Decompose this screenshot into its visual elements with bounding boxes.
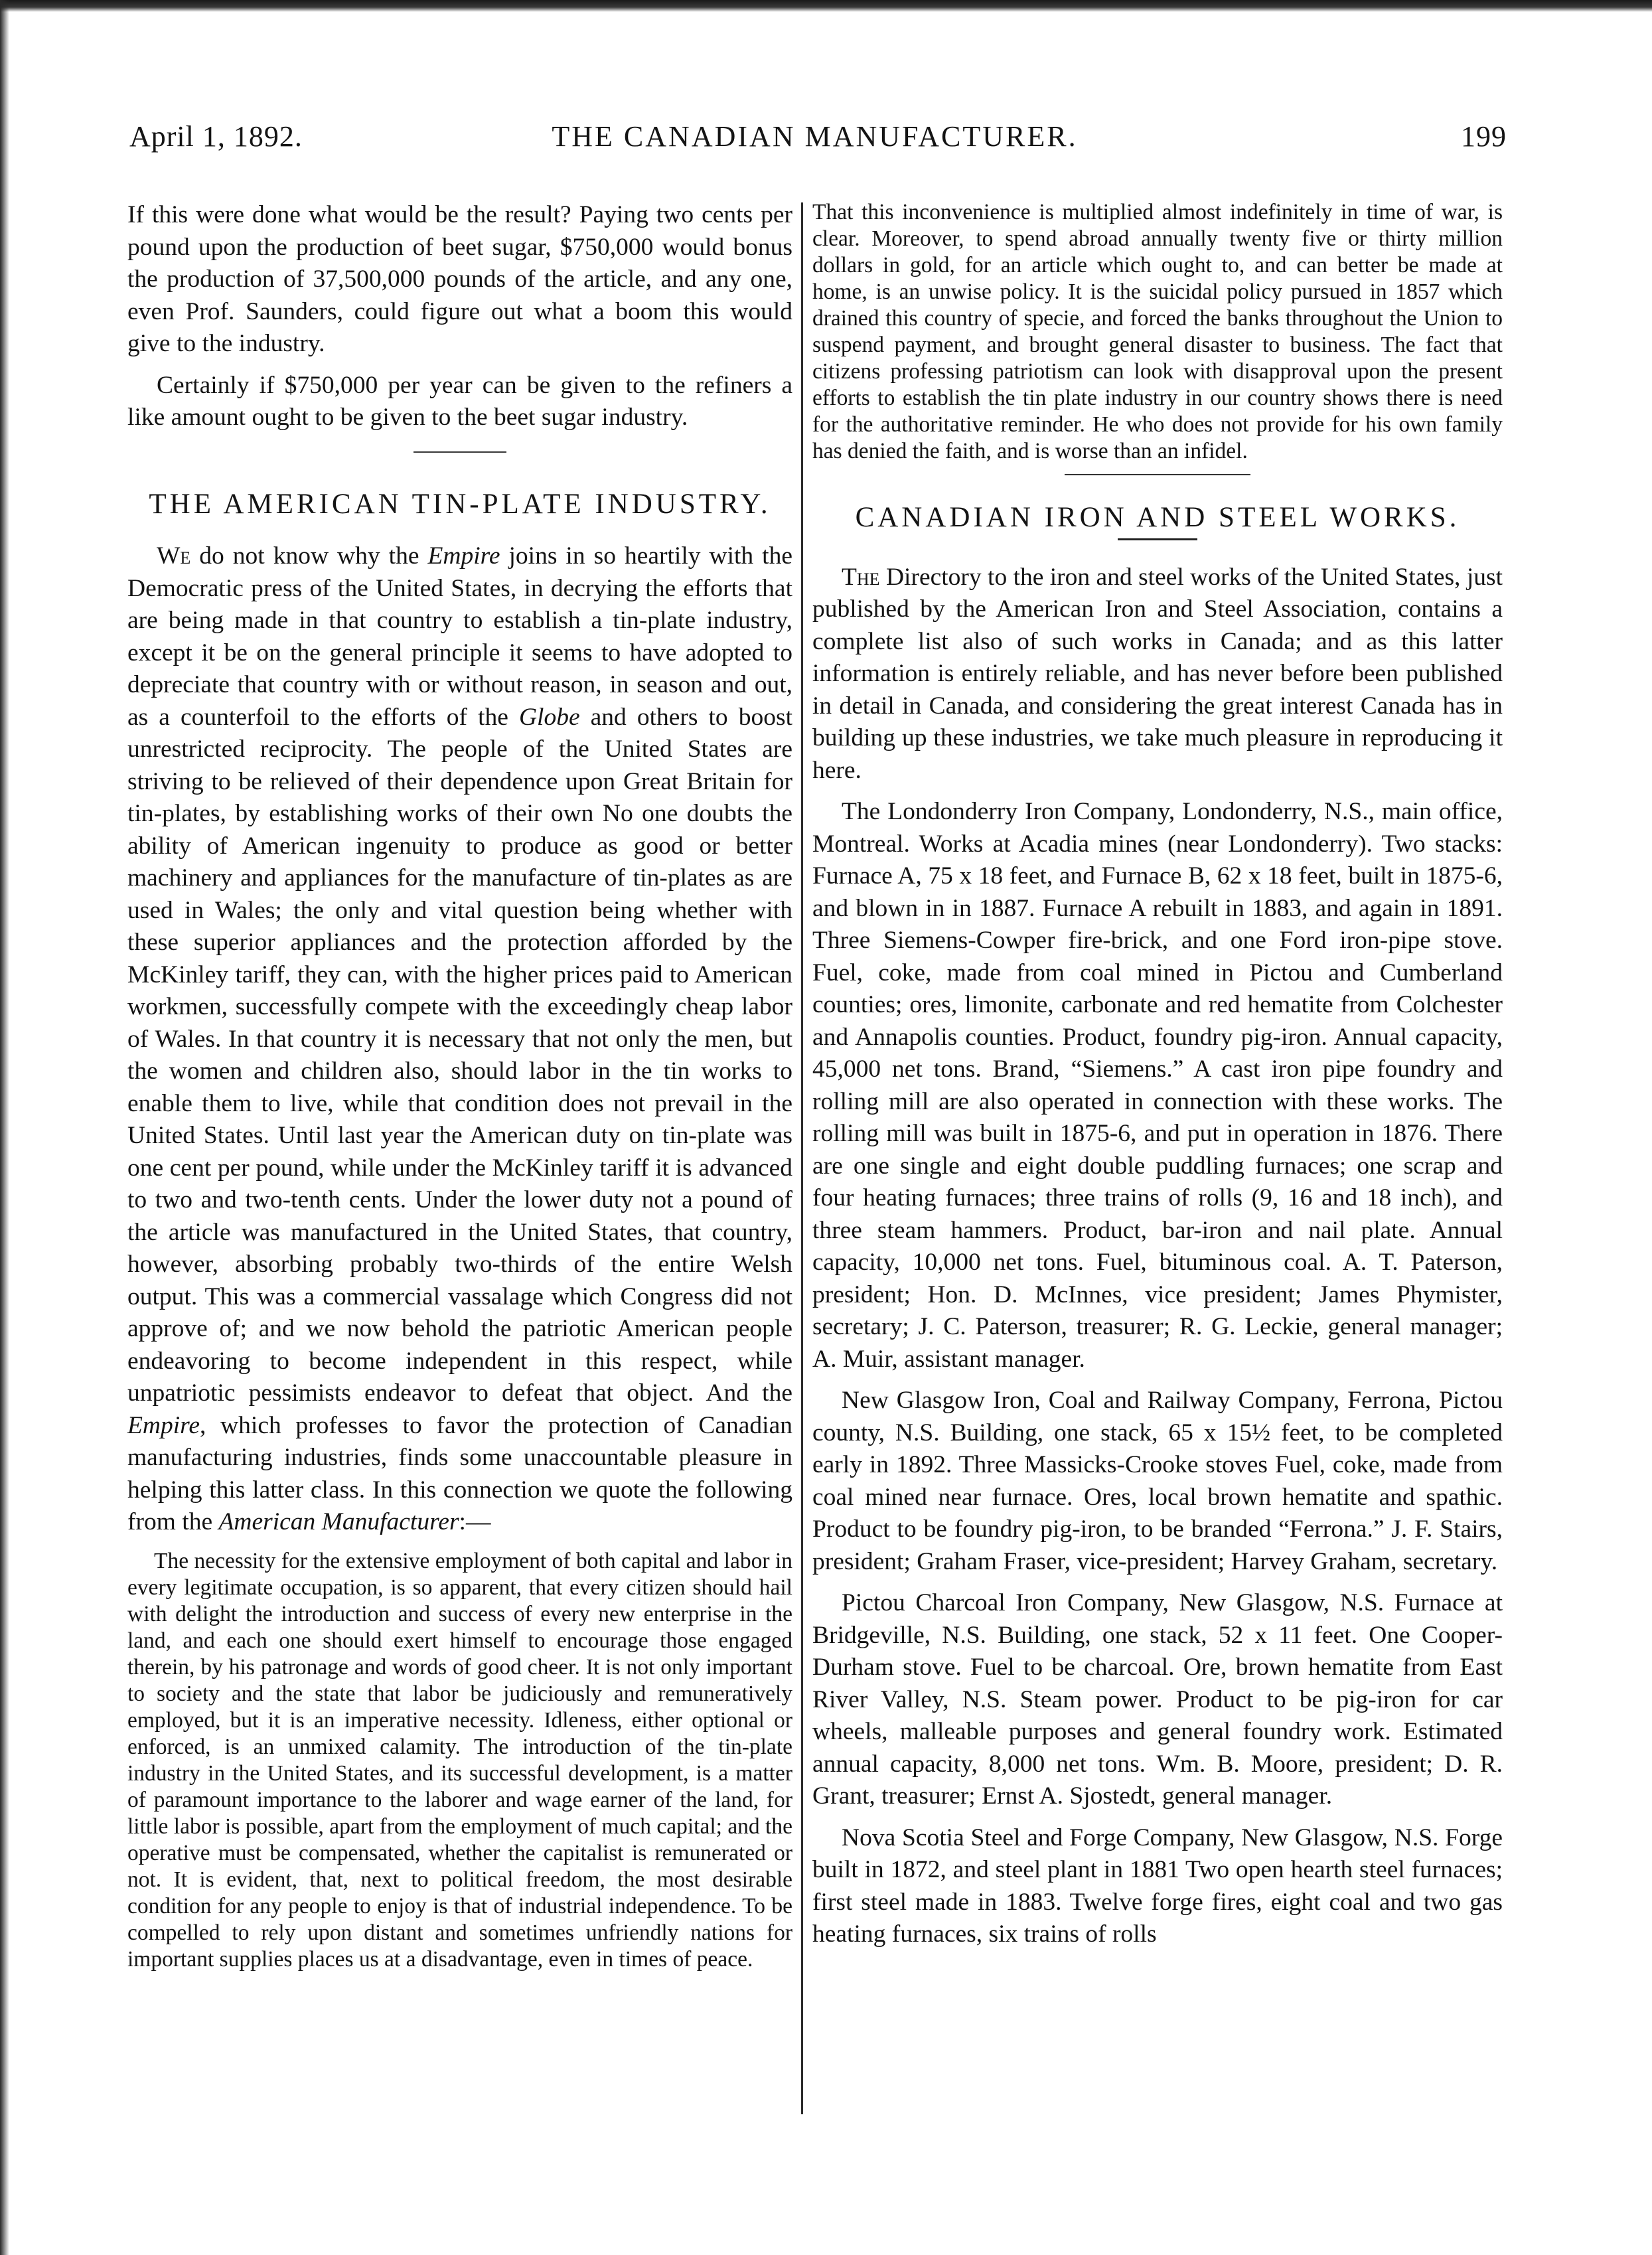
quoted-passage-continued bbox=[812, 199, 1503, 465]
new-glasgow-entry: New Glasgow Iron, Coal and Railway Company, Ferrona, Pictou county, N.S. Building, one stack, 65 x 15½ feet, to be completed early in 1892. Three Massicks-Crooke stoves Fuel, coke, made from coal mined near furnace. Ores, local brown hematite and spathic. Product to be foundry pig-iron, to be branded “Ferrona.” J. F. Stairs, president; Graham Fraser, vice-president; Harvey Graham, secretary. bbox=[812, 1387, 1503, 1575]
pictou-charcoal-entry: Pictou Charcoal Iron Company, New Glasgow, N.S. Furnace at Bridgeville, N.S. Building, one stack, 52 x 11 feet. One Cooper-Durham stove. Fuel to be charcoal. Ore, brown hematite from East River Valley, N.S. Steam power. Product to be pig-iron for car wheels, malleable purposes and general foundry work. Estimated annual capacity, 8,000 net tons. Wm. B. Moore, president; D. R. Grant, treasurer; Ernst A. Sjostedt, general manager. bbox=[812, 1589, 1503, 1810]
beet-sugar-paragraph-2: Certainly if $750,000 per year can be given to the refiners a like amount ought to be given to the beet sugar industry. bbox=[127, 371, 792, 431]
tin-plate-section-title: THE AMERICAN TIN-PLATE INDUSTRY. bbox=[149, 488, 771, 520]
section-divider-right bbox=[1065, 474, 1250, 475]
londonderry-entry: The Londonderry Iron Company, Londonderry, N.S., main office, Montreal. Works at Acadia mines (near Londonderry). Two stacks: Furnace A, 75 x 18 feet, and Furnace B, 62 x 18 feet, built in 1875-6, and blown in in 1887. Furnace A rebuilt in 1883, and again in 1891. Three Siemens-Cowper fire-brick, and one Ford iron-pipe stove. Fuel, coke, made from coal mined in Pictou and Cumberland counties; ores, limonite, carbonate and red hematite from Colchester and Annapolis counties. Product, foundry pig-iron. Annual capacity, 45,000 net tons. Brand, “Siemens.” A cast iron pipe foundry and rolling mill are also operated in connection with these works. The rolling mill was built in 1875-6, and put in operation in 1876. There are one single and eight double puddling furnaces; one scrap and four heating furnaces; three trains of rolls (9, 16 and 18 inch), and three steam hammers. Product, bar-iron and nail plate. Annual capacity, 10,000 net tons. Fuel, bituminous coal. A. T. Paterson, president; Hon. D. McInnes, vice president; James Phymister, secretary; J. C. Paterson, treasurer; R. G. Leckie, general manager; A. Muir, assistant manager. bbox=[812, 798, 1503, 1373]
empire-reference: Empire bbox=[427, 542, 500, 570]
quoted-passage bbox=[127, 1548, 792, 1973]
quoted-text-continued: That this inconvenience is multiplied almost indefinitely in time of war, is clear. Moreover, to spend abroad annually twenty five or thirty million dollars in gold, for an article which ought to, and can better be made at home, is an unwise policy. It is the suicidal policy pursued in 1857 which drained this country of specie, and forced the banks throughout the Union to suspend payment, and brought general disaster to business. The fact that citizens professing patriotism can look with disapproval upon the present efforts to establish the tin plate industry in our country shows there is need for the authoritative reminder. He who does not provide for his own family has denied the faith, and is worse than an infidel. bbox=[812, 200, 1503, 463]
page-edge-shadow-top bbox=[0, 0, 1652, 12]
nova-scotia-steel-entry: Nova Scotia Steel and Forge Company, New Glasgow, N.S. Forge built in 1872, and steel plant in 1881 Two open hearth steel furnaces; first steel made in 1883. Twelve forge fires, eight coal and two gas heating furnaces, six trains of rolls bbox=[812, 1824, 1503, 1948]
running-head bbox=[123, 119, 1507, 159]
source-reference: American Manufacturer bbox=[218, 1508, 459, 1535]
page-number: 199 bbox=[1461, 120, 1507, 153]
left-column bbox=[127, 199, 792, 1977]
right-column bbox=[812, 199, 1503, 1960]
column-rule bbox=[801, 202, 803, 2114]
title-underline bbox=[1118, 538, 1197, 540]
publication-title: THE CANADIAN MANUFACTURER. bbox=[552, 120, 1078, 153]
directory-intro: The Directory to the iron and steel works of the United States, just published by the American Iron and Steel Association, contains a complete list also of such works in Canada; and as this latter information is entirely reliable, and has never before been published in detail in Canada, and considering the great interest Canada has in building up these industries, we take much pleasure in reproducing it here. bbox=[812, 563, 1503, 784]
drop-word: We bbox=[157, 542, 191, 570]
page-edge-shadow-left bbox=[0, 0, 9, 2255]
section-divider bbox=[413, 451, 506, 453]
quoted-text: The necessity for the extensive employment of both capital and labor in every legitimate occupation, is so apparent, that every citizen should hail with delight the introduction and success of every new enterprise in the land, and each one should exert himself to encourage those engaged therein, by his patronage and words of good cheer. It is not only important to society and the state that labor be judiciously and remuneratively employed, but it is an imperative necessity. Idleness, either optional or enforced, is an unmixed calamity. The introduction of the tin-plate industry in the United States, and its successful development, is a matter of paramount importance to the laborer and wage earner of the land, for little labor is possible, apart from the employment of much capital; and the operative must be compensated, whether the capitalist is remunerated or not. It is evident, that, next to political freedom, the most desirable condition for any people to enjoy is that of industrial independence. To be compelled to rely upon distant and sometimes unfriendly nations for important supplies places us at a disadvantage, even in times of peace. bbox=[127, 1548, 792, 1972]
drop-word: The bbox=[842, 563, 880, 591]
tin-plate-paragraph: We do not know why the Empire joins in so heartily with the Democratic press of the United States, in decrying the efforts that are being made in that country to establish a tin-plate industry, except it be on the general principle it seems to have adopted to depreciate that country with or without reason, in season and out, as a counterfoil to the efforts of the Globe and others to boost unrestricted reciprocity. The people of the United States are striving to be relieved of their dependence upon Great Britain for tin-plates, by establishing works of their own No one doubts the ability of American ingenuity to produce as good or better machinery and appliances for the manufacture of tin-plates as are used in Wales; the only and vital question being whether with these superior appliances and the protection afforded by the McKinley tariff, they can, with the higher prices paid to American workmen, successfully compete with the exceedingly cheap labor of Wales. In that country it is necessary that not only the men, but the women and children also, should labor in the tin works to enable them to live, while that condition does not prevail in the United States. Until last year the American duty on tin-plate was one cent per pound, while under the McKinley tariff it is advanced to two and two-tenth cents. Under the lower duty not a pound of the article was manufactured in the United States, that country, however, absorbing probably two-thirds of the entire Welsh output. This was a commercial vassalage which Congress did not approve of; and we now behold the patriotic American people endeavoring to become independent in this respect, while unpatriotic pessimists endeavor to defeat that object. And the Empire, which professes to favor the protection of Canadian manufacturing industries, finds some unaccountable pleasure in helping this latter class. In this connection we quote the following from the American Manufacturer:— bbox=[127, 542, 792, 1535]
issue-date: April 1, 1892. bbox=[129, 120, 303, 153]
empire-reference-2: Empire bbox=[127, 1411, 200, 1439]
beet-sugar-paragraph-1: If this were done what would be the result? Paying two cents per pound upon the production of beet sugar, $750,000 would bonus the production of 37,500,000 pounds of the article, and any one, even Prof. Saunders, could figure out what a boom this would give to the industry. bbox=[127, 201, 792, 357]
iron-steel-section-title: CANADIAN IRON AND STEEL WORKS. bbox=[812, 502, 1503, 540]
globe-reference: Globe bbox=[518, 703, 580, 731]
